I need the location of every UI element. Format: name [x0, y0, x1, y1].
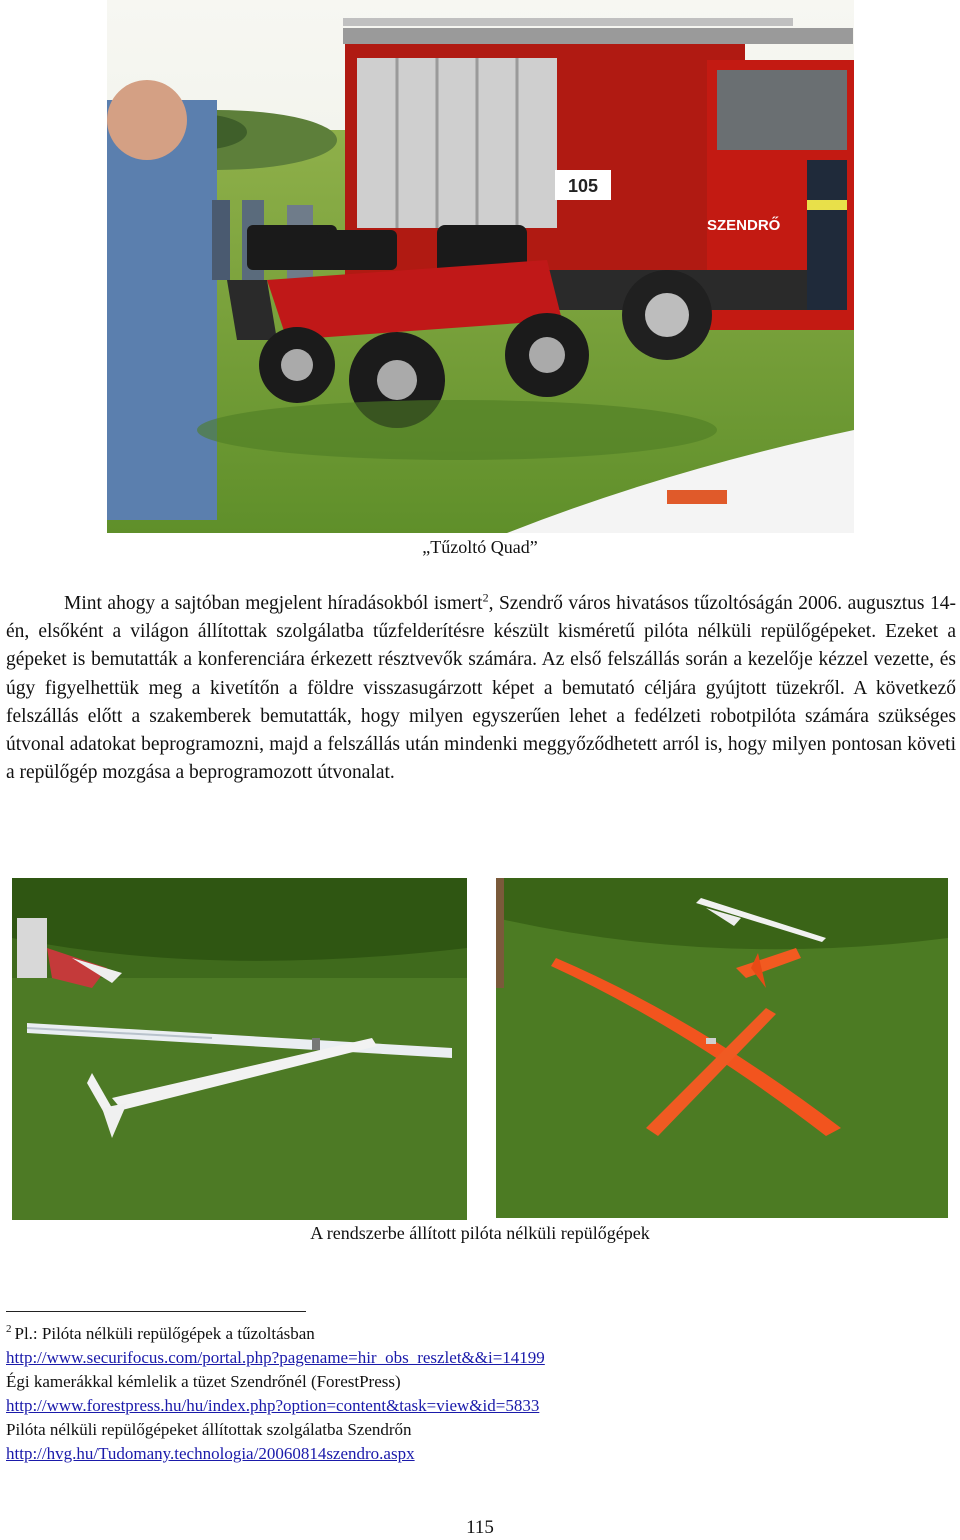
paragraph-text-part1: Mint ahogy a sajtóban megjelent híradásokból ismert — [64, 593, 483, 614]
main-paragraph — [6, 590, 956, 787]
footnotes — [6, 1322, 906, 1466]
truck-label: SZENDRŐ — [707, 217, 781, 234]
bottom-photos-caption: A rendszerbe állított pilóta nélküli repülőgépek — [310, 1223, 650, 1243]
footnote-link-2[interactable]: http://www.forestpress.hu/hu/index.php?option=content&task=view&id=5833 — [6, 1396, 540, 1415]
paragraph-text-part2: , Szendrő város hivatásos tűzoltóságán 2006. augusztus 14-én, elsőként a világon állítottak szolgálatba tűzfelderítésre készült kisméretű pilóta nélküli repülőgépeket. Ezeket a gépeket is bemutatták a konferenciára érkezett résztvevők számára. Az első felszállás során a kezelője kézzel vezette, és úgy figyelhettük meg a kivetítőn a földre visszasugárzott képet a bemutató céljára gyújtott tüzekről. A következő felszállás előtt a szakemberek bemutatták, hogy milyen egyszerűen lehet a fedélzeti robotpilóta számára szükséges útvonal adatokat beprogramozni, majd a felszállás után mindenki meggyőződhetett arról is, hogy milyen pontosan követi a repülőgép mozgása a beprogramozott útvonalat. — [6, 593, 956, 784]
footnote-number: 2 — [6, 1323, 12, 1336]
footnote-reference[interactable]: 2 — [482, 590, 489, 605]
page-number: 115 — [466, 1517, 494, 1538]
white-glider-photo — [12, 878, 467, 1220]
fire-quad-photo — [107, 0, 854, 533]
orange-glider-photo — [496, 878, 948, 1218]
truck-number: 105 — [567, 176, 599, 196]
footnote-text-2: Égi kamerákkal kémlelik a tüzet Szendrőnél (ForestPress) — [6, 1372, 401, 1391]
footnote-link-3[interactable]: http://hvg.hu/Tudomany.technologia/20060814szendro.aspx — [6, 1444, 415, 1463]
footnote-link-1[interactable]: http://www.securifocus.com/portal.php?pagename=hir_obs_reszlet&&i=14199 — [6, 1348, 545, 1367]
footnote-separator — [6, 1311, 306, 1312]
top-photo-caption: „Tűzoltó Quad” — [422, 537, 538, 557]
footnote-line-1 — [6, 1322, 906, 1346]
footnote-text-1: Pl.: Pilóta nélküli repülőgépek a tűzoltásban — [14, 1324, 315, 1343]
footnote-text-3: Pilóta nélküli repülőgépeket állítottak szolgálatba Szendrőn — [6, 1420, 412, 1439]
